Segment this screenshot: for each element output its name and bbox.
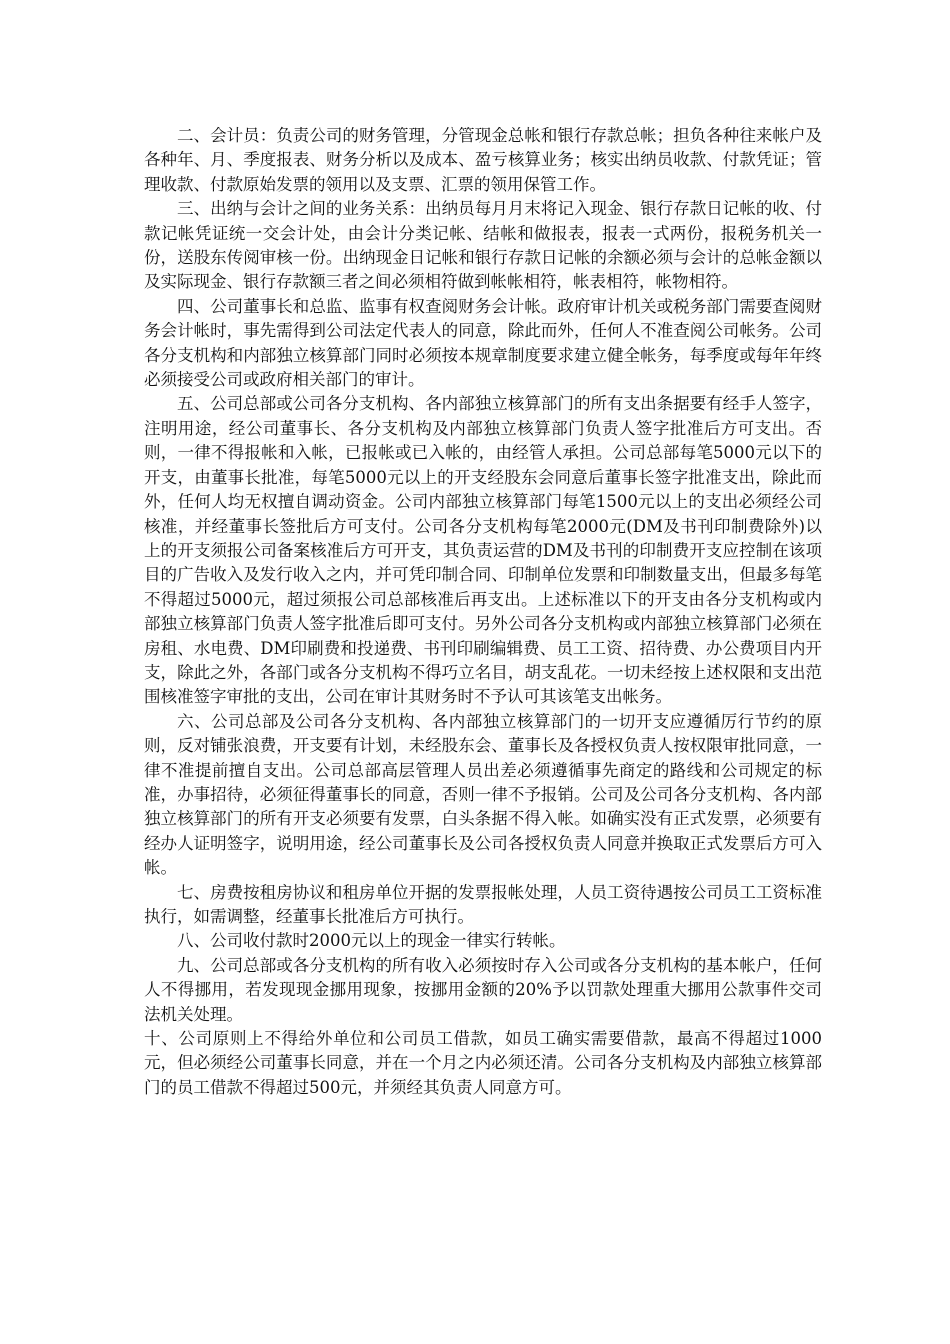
- document-body: [144, 124, 822, 1100]
- paragraph-loans: 十、公司原则上不得给外单位和公司员工借款，如员工确实需要借款，最高不得超过1000元，但必须经公司董事长同意，并在一个月之内必须还清。公司各分支机构及内部独立核算部门的员工借款不得超过500元，并须经其负责人同意方可。: [144, 1029, 822, 1097]
- paragraph-accountant: 二、会计员：负责公司的财务管理，分管现金总帐和银行存款总帐；担负各种往来帐户及各种年、月、季度报表、财务分析以及成本、盈亏核算业务；核实出纳员收款、付款凭证；管理收款、付款原始发票的领用以及支票、汇票的领用保管工作。: [144, 126, 822, 194]
- paragraph-cash-transfer: 八、公司收付款时2000元以上的现金一律实行转帐。: [177, 931, 566, 951]
- paragraph-audit-rights: 四、公司董事长和总监、监事有权查阅财务会计帐。政府审计机关或税务部门需要查阅财务会计帐时，事先需得到公司法定代表人的同意，除此而外，任何人不准查阅公司帐务。公司各分支机构和内部独立核算部门同时必须按本规章制度要求建立健全帐务，每季度或每年年终必须接受公司或政府相关部门的审计。: [144, 296, 822, 390]
- paragraph-cashier-accountant-relation: 三、出纳与会计之间的业务关系：出纳员每月月末将记入现金、银行存款日记帐的收、付款记帐凭证统一交会计处，由会计分类记帐、结帐和做报表，报表一式两份，报税务机关一份，送股东传阅审核一份。出纳现金日记帐和银行存款日记帐的余额必须与会计的总帐金额以及实际现金、银行存款额三者之间必须相符做到帐帐相符，帐表相符，帐物相符。: [144, 199, 822, 292]
- paragraph-income-deposit: 九、公司总部或各分支机构的所有收入必须按时存入公司或各分支机构的基本帐户，任何人不得挪用，若发现现金挪用现象，按挪用金额的20%予以罚款处理重大挪用公款事件交司法机关处理。: [144, 955, 822, 1024]
- paragraph-expense-approval: 五、公司总部或公司各分支机构、各内部独立核算部门的所有支出条据要有经手人签字，注明用途，经公司董事长、各分支机构及内部独立核算部门负责人签字批准后方可支出。否则，一律不得报帐和入帐，已报帐或已入帐的，由经管人承担。公司总部每笔5000元以下的开支，由董事长批准，每笔5000元以上的开支经股东会同意后董事长签字批准支出，除此而外，任何人均无权擅自调动资金。公司内部独立核算部门每笔1500元以上的支出必须经公司核准，并经董事长签批后方可支付。公司各分支机构每笔2000元(DM及书刊印制费除外)以上的开支须报公司备案核准后方可开支，其负责运营的DM及书刊的印制费开支应控制在该项目的广告收入及发行收入之内，并可凭印制合同、印制单位发票和印制数量支出，但最多每笔不得超过5000元，超过须报公司总部核准后再支出。上述标准以下的开支由各分支机构或内部独立核算部门负责人签字批准后即可支付。另外公司各分支机构或内部独立核算部门必须在房租、水电费、DM印刷费和投递费、书刊印刷编辑费、员工工资、招待费、办公费项目内开支，除此之外，各部门或各分支机构不得巧立名目，胡支乱花。一切未经按上述权限和支出范围核准签字审批的支出，公司在审计其财务时不予认可其该笔支出帐务。: [144, 394, 822, 707]
- paragraph-rent-salary: 七、房费按租房协议和租房单位开据的发票报帐处理，人员工资待遇按公司员工工资标准执行，如需调整，经董事长批准后方可执行。: [144, 882, 822, 926]
- paragraph-frugality: 六、公司总部及公司各分支机构、各内部独立核算部门的一切开支应遵循厉行节约的原则，反对铺张浪费，开支要有计划，未经股东会、董事长及各授权负责人按权限审批同意，一律不准提前擅自支出。公司总部高层管理人员出差必须遵循事先商定的路线和公司规定的标准，办事招待，必须征得董事长的同意，否则一律不予报销。公司及公司各分支机构、各内部独立核算部门的所有开支必须要有发票，白头条据不得入帐。如确实没有正式发票，必须要有经办人证明签字，说明用途，经公司董事长及公司各授权负责人同意并换取正式发票后方可入帐。: [144, 711, 822, 878]
